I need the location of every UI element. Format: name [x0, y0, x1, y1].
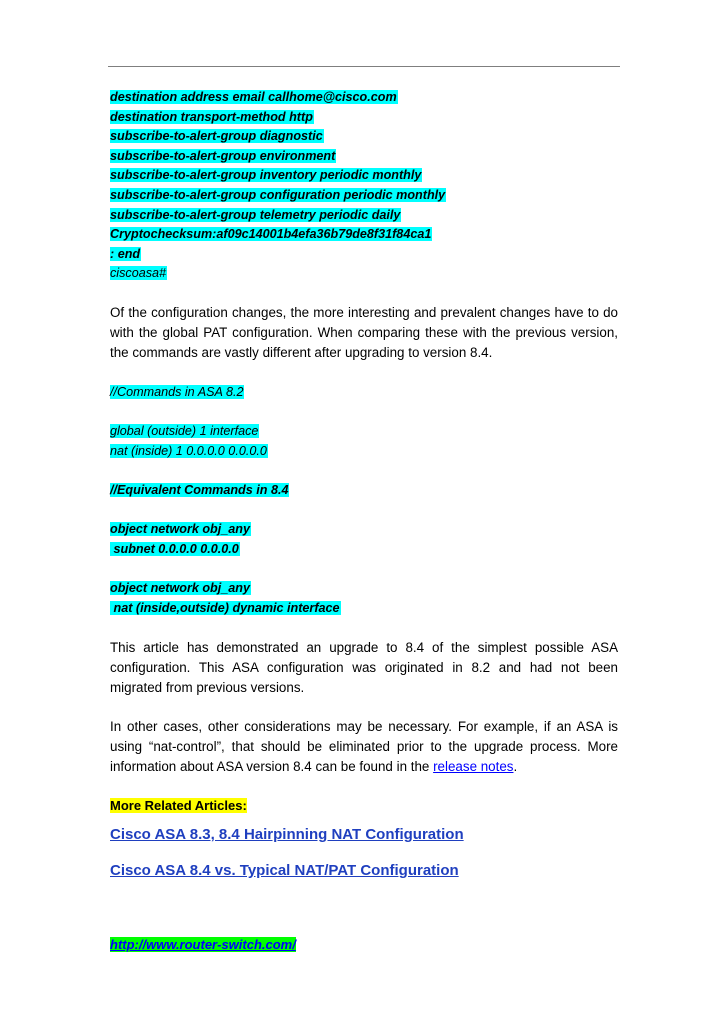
related-heading: More Related Articles:: [110, 798, 247, 814]
code-line: nat (inside) 1 0.0.0.0 0.0.0.0: [110, 443, 267, 458]
paragraph-pat-changes: Of the configuration changes, the more interesting and prevalent changes have to do with the global PAT configuration. When comparing these with the previous version, the commands are vastly different after upgrading to version 8.4.: [110, 304, 618, 360]
code-line: object network obj_any: [110, 522, 250, 537]
code-line: subscribe-to-alert-group inventory periodic monthly: [110, 168, 422, 183]
code-line: subscribe-to-alert-group configuration periodic monthly: [110, 187, 446, 202]
code-line: subscribe-to-alert-group telemetry periodic daily: [110, 207, 401, 222]
code-line-prompt: ciscoasa#: [110, 266, 167, 281]
related-link-hairpinning[interactable]: Cisco ASA 8.3, 8.4 Hairpinning NAT Configuration: [110, 826, 464, 844]
code-line: : end: [110, 246, 141, 261]
code-line: destination address email callhome@cisco.com: [110, 90, 397, 104]
code-line: nat (inside,outside) dynamic interface: [110, 600, 340, 615]
code-line: destination transport-method http: [110, 109, 313, 124]
code-line: object network obj_any: [110, 581, 250, 596]
footer-url-link[interactable]: http://www.router-switch.com/: [110, 937, 296, 952]
related-link-nat-pat[interactable]: Cisco ASA 8.4 vs. Typical NAT/PAT Configuration: [110, 862, 459, 880]
footer: [110, 936, 296, 954]
config-code-block: [110, 88, 618, 284]
code-line: subscribe-to-alert-group diagnostic: [110, 129, 323, 144]
paragraph-other-cases: In other cases, other considerations may be necessary. For example, if an ASA is using “nat-control”, that should be eliminated prior to the upgrade process. More information about ASA version 8.4 can be found in the release notes.: [110, 719, 618, 775]
related-articles: [110, 797, 618, 881]
code-line: Cryptochecksum:af09c14001b4efa36b79de8f31f84ca1: [110, 227, 432, 242]
section-heading-82: //Commands in ASA 8.2: [110, 385, 244, 400]
page-content: [110, 88, 618, 881]
code-line: subscribe-to-alert-group environment: [110, 148, 336, 163]
code-line: subnet 0.0.0.0 0.0.0.0: [110, 541, 239, 556]
release-notes-link[interactable]: release notes: [433, 759, 514, 775]
paragraph-summary: This article has demonstrated an upgrade to 8.4 of the simplest possible ASA configuration. This ASA configuration was originated in 8.2 and had not been migrated from previous versions.: [110, 639, 618, 695]
header-rule: [108, 66, 620, 67]
asa82-commands: [110, 383, 618, 618]
section-heading-84: //Equivalent Commands in 8.4: [110, 483, 289, 498]
code-line: global (outside) 1 interface: [110, 424, 259, 439]
